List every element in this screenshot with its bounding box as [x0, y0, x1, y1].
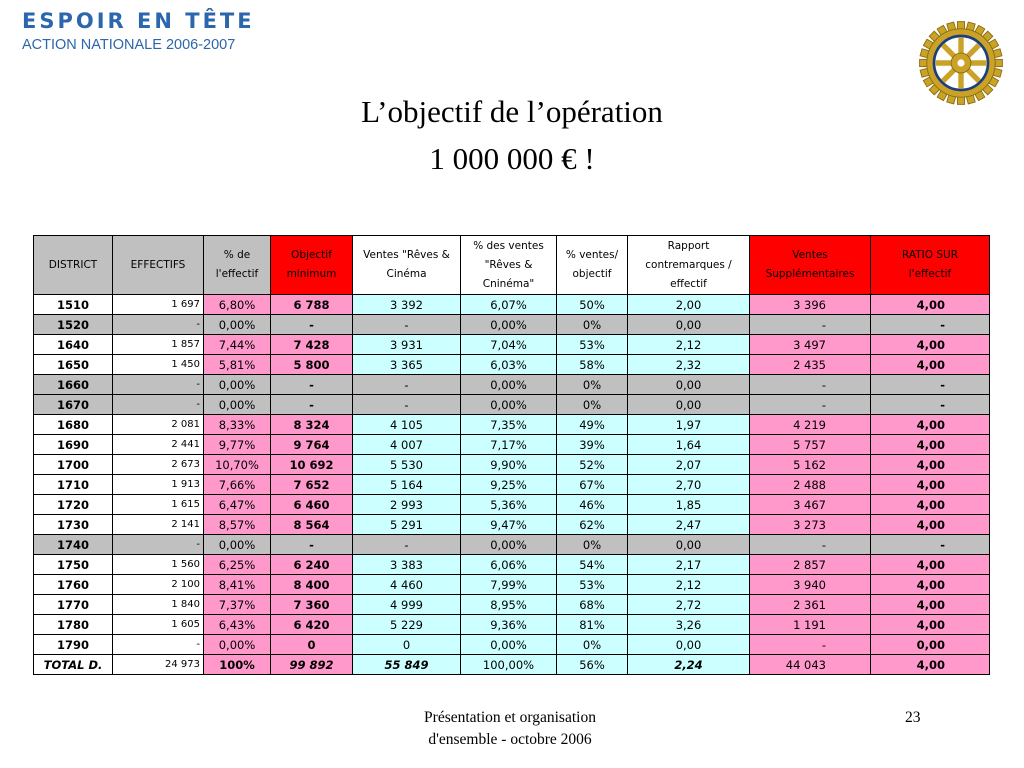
cell-pct-ventes: 9,25% — [461, 475, 557, 495]
header-ratio: RATIO SUR l'effectif — [871, 236, 990, 295]
cell-ratio: - — [871, 315, 990, 335]
cell-objectif: 6 788 — [271, 295, 353, 315]
cell-ratio: 4,00 — [871, 615, 990, 635]
cell-effectifs: - — [113, 535, 204, 555]
cell-district: 1790 — [34, 635, 113, 655]
cell-rapport: 2,12 — [628, 575, 750, 595]
cell-ventes-objectif: 0% — [557, 375, 628, 395]
cell-objectif: - — [271, 315, 353, 335]
cell-pct-effectif: 9,77% — [204, 435, 271, 455]
cell-pct-ventes: 9,47% — [461, 515, 557, 535]
cell-objectif: 6 420 — [271, 615, 353, 635]
cell-ventes: 3 383 — [353, 555, 461, 575]
cell-pct-ventes: 9,36% — [461, 615, 557, 635]
cell-pct-ventes: 6,06% — [461, 555, 557, 575]
cell-effectifs: 2 100 — [113, 575, 204, 595]
brand-subtitle: ACTION NATIONALE 2006-2007 — [22, 37, 236, 53]
cell-pct-ventes: 0,00% — [461, 395, 557, 415]
cell-ventes-objectif: 68% — [557, 595, 628, 615]
cell-ventes-supp: 3 396 — [750, 295, 871, 315]
cell-pct-ventes: 7,35% — [461, 415, 557, 435]
cell-rapport: 0,00 — [628, 635, 750, 655]
cell-pct-ventes: 9,90% — [461, 455, 557, 475]
cell-pct-effectif: 100% — [204, 655, 271, 675]
header-effectifs: EFFECTIFS — [113, 236, 204, 295]
cell-ventes-supp: - — [750, 315, 871, 335]
cell-ventes-supp: - — [750, 375, 871, 395]
title-line-1: L’objectif de l’opération — [361, 94, 663, 129]
footer-line-1: Présentation et organisation — [424, 709, 596, 726]
cell-pct-ventes: 100,00% — [461, 655, 557, 675]
cell-ventes-objectif: 50% — [557, 295, 628, 315]
cell-objectif: 5 800 — [271, 355, 353, 375]
cell-objectif: - — [271, 535, 353, 555]
cell-district: 1750 — [34, 555, 113, 575]
cell-ventes-supp: 44 043 — [750, 655, 871, 675]
cell-ventes-supp: 2 857 — [750, 555, 871, 575]
footer-line-2: d'ensemble - octobre 2006 — [428, 731, 592, 748]
cell-ventes: 3 392 — [353, 295, 461, 315]
table-row — [34, 515, 990, 535]
cell-ventes-objectif: 0% — [557, 535, 628, 555]
table-row — [34, 615, 990, 635]
cell-objectif: 0 — [271, 635, 353, 655]
table-total-row — [34, 655, 990, 675]
cell-pct-effectif: 7,44% — [204, 335, 271, 355]
cell-effectifs: 1 840 — [113, 595, 204, 615]
cell-effectifs: 2 441 — [113, 435, 204, 455]
header-rapport: Rapport contremarques / effectif — [628, 236, 750, 295]
cell-ventes: 5 530 — [353, 455, 461, 475]
cell-rapport: 2,07 — [628, 455, 750, 475]
cell-ventes-objectif: 58% — [557, 355, 628, 375]
cell-rapport: 0,00 — [628, 375, 750, 395]
table-row — [34, 635, 990, 655]
cell-ratio: - — [871, 395, 990, 415]
cell-district: 1740 — [34, 535, 113, 555]
cell-ventes-objectif: 0% — [557, 395, 628, 415]
cell-objectif: - — [271, 395, 353, 415]
cell-rapport: 2,17 — [628, 555, 750, 575]
cell-pct-effectif: 7,37% — [204, 595, 271, 615]
cell-ventes-supp: 3 273 — [750, 515, 871, 535]
table-row — [34, 295, 990, 315]
table-row — [34, 375, 990, 395]
cell-ventes: - — [353, 395, 461, 415]
table-row — [34, 395, 990, 415]
cell-pct-ventes: 0,00% — [461, 315, 557, 335]
table-row — [34, 415, 990, 435]
table-row — [34, 595, 990, 615]
cell-ventes-supp: 3 497 — [750, 335, 871, 355]
cell-effectifs: 1 857 — [113, 335, 204, 355]
cell-rapport: 2,32 — [628, 355, 750, 375]
cell-ventes-supp: 3 467 — [750, 495, 871, 515]
cell-pct-ventes: 0,00% — [461, 375, 557, 395]
table-row — [34, 475, 990, 495]
cell-ventes: 5 229 — [353, 615, 461, 635]
table-row — [34, 335, 990, 355]
cell-ventes-objectif: 39% — [557, 435, 628, 455]
cell-ventes-objectif: 62% — [557, 515, 628, 535]
header-ventes-objectif: % ventes/ objectif — [557, 236, 628, 295]
cell-ventes: - — [353, 535, 461, 555]
cell-effectifs: 1 615 — [113, 495, 204, 515]
cell-district: 1720 — [34, 495, 113, 515]
cell-ventes-objectif: 0% — [557, 635, 628, 655]
table-header-row — [34, 236, 990, 295]
cell-ventes: 4 105 — [353, 415, 461, 435]
cell-ratio: - — [871, 535, 990, 555]
cell-ventes-supp: - — [750, 635, 871, 655]
cell-pct-ventes: 7,04% — [461, 335, 557, 355]
cell-pct-ventes: 0,00% — [461, 635, 557, 655]
cell-rapport: 0,00 — [628, 395, 750, 415]
cell-district: 1680 — [34, 415, 113, 435]
table-row — [34, 315, 990, 335]
cell-objectif: 7 428 — [271, 335, 353, 355]
cell-ventes-objectif: 53% — [557, 575, 628, 595]
cell-ratio: 4,00 — [871, 575, 990, 595]
table-row — [34, 455, 990, 475]
cell-district: 1760 — [34, 575, 113, 595]
cell-effectifs: 1 605 — [113, 615, 204, 635]
cell-effectifs: - — [113, 315, 204, 335]
cell-objectif: 8 564 — [271, 515, 353, 535]
cell-ventes: - — [353, 375, 461, 395]
cell-ventes-supp: 2 361 — [750, 595, 871, 615]
cell-ventes-supp: 5 162 — [750, 455, 871, 475]
cell-district: 1640 — [34, 335, 113, 355]
cell-effectifs: 1 697 — [113, 295, 204, 315]
cell-objectif: - — [271, 375, 353, 395]
cell-rapport: 2,12 — [628, 335, 750, 355]
header-district: DISTRICT — [34, 236, 113, 295]
cell-ventes-objectif: 54% — [557, 555, 628, 575]
cell-objectif: 6 240 — [271, 555, 353, 575]
cell-ventes-supp: 1 191 — [750, 615, 871, 635]
cell-district: 1710 — [34, 475, 113, 495]
cell-ratio: 4,00 — [871, 355, 990, 375]
cell-pct-effectif: 6,47% — [204, 495, 271, 515]
cell-pct-effectif: 5,81% — [204, 355, 271, 375]
cell-objectif: 99 892 — [271, 655, 353, 675]
cell-effectifs: 1 560 — [113, 555, 204, 575]
cell-objectif: 8 400 — [271, 575, 353, 595]
cell-ratio: 4,00 — [871, 435, 990, 455]
cell-rapport: 2,70 — [628, 475, 750, 495]
footer-caption — [390, 707, 630, 751]
cell-effectifs: - — [113, 395, 204, 415]
cell-ventes-objectif: 49% — [557, 415, 628, 435]
cell-ventes: 5 291 — [353, 515, 461, 535]
cell-pct-effectif: 6,25% — [204, 555, 271, 575]
cell-ventes-objectif: 81% — [557, 615, 628, 635]
header-ventes: Ventes "Rêves & Cinéma — [353, 236, 461, 295]
cell-ventes-supp: 3 940 — [750, 575, 871, 595]
cell-objectif: 10 692 — [271, 455, 353, 475]
cell-ventes: 2 993 — [353, 495, 461, 515]
cell-rapport: 1,97 — [628, 415, 750, 435]
header-pct-ventes: % des ventes "Rêves & Cniném​a" — [461, 236, 557, 295]
cell-pct-effectif: 0,00% — [204, 375, 271, 395]
cell-objectif: 6 460 — [271, 495, 353, 515]
cell-ventes-objectif: 53% — [557, 335, 628, 355]
header-pct-effectif: % de l'effectif — [204, 236, 271, 295]
cell-ventes-objectif: 56% — [557, 655, 628, 675]
cell-district: 1730 — [34, 515, 113, 535]
cell-ratio: 4,00 — [871, 475, 990, 495]
cell-pct-effectif: 8,33% — [204, 415, 271, 435]
table-row — [34, 555, 990, 575]
cell-pct-ventes: 5,36% — [461, 495, 557, 515]
brand-title: ESPOIR EN TÊTE — [22, 9, 255, 33]
cell-pct-effectif: 10,70% — [204, 455, 271, 475]
cell-pct-ventes: 7,17% — [461, 435, 557, 455]
cell-pct-effectif: 6,80% — [204, 295, 271, 315]
cell-ratio: 4,00 — [871, 455, 990, 475]
cell-district: 1770 — [34, 595, 113, 615]
cell-district: 1510 — [34, 295, 113, 315]
table-row — [34, 535, 990, 555]
cell-pct-ventes: 6,03% — [461, 355, 557, 375]
cell-district: 1780 — [34, 615, 113, 635]
cell-pct-effectif: 8,57% — [204, 515, 271, 535]
cell-rapport: 2,24 — [628, 655, 750, 675]
cell-rapport: 2,47 — [628, 515, 750, 535]
cell-ventes-supp: 2 435 — [750, 355, 871, 375]
cell-objectif: 7 360 — [271, 595, 353, 615]
cell-ratio: 4,00 — [871, 495, 990, 515]
header-objectif: Objectif minimum — [271, 236, 353, 295]
header-ventes-supp: Ventes Supplémentaires — [750, 236, 871, 295]
cell-objectif: 8 324 — [271, 415, 353, 435]
table-row — [34, 575, 990, 595]
cell-pct-ventes: 0,00% — [461, 535, 557, 555]
cell-ventes: 3 365 — [353, 355, 461, 375]
cell-ratio: 0,00 — [871, 635, 990, 655]
cell-effectifs: - — [113, 375, 204, 395]
table-row — [34, 435, 990, 455]
cell-ventes: 55 849 — [353, 655, 461, 675]
page-number: 23 — [905, 709, 921, 726]
cell-ventes-objectif: 46% — [557, 495, 628, 515]
page-title — [0, 88, 1024, 182]
cell-ventes-supp: - — [750, 395, 871, 415]
cell-effectifs: 2 141 — [113, 515, 204, 535]
cell-effectifs: 1 450 — [113, 355, 204, 375]
cell-rapport: 0,00 — [628, 315, 750, 335]
cell-ratio: 4,00 — [871, 655, 990, 675]
cell-rapport: 3,26 — [628, 615, 750, 635]
cell-effectifs: 2 081 — [113, 415, 204, 435]
cell-ventes-supp: 5 757 — [750, 435, 871, 455]
cell-ventes-objectif: 67% — [557, 475, 628, 495]
cell-pct-ventes: 7,99% — [461, 575, 557, 595]
cell-ventes-objectif: 0% — [557, 315, 628, 335]
cell-ventes-supp: - — [750, 535, 871, 555]
cell-district: 1700 — [34, 455, 113, 475]
cell-ratio: 4,00 — [871, 555, 990, 575]
cell-ventes: 4 007 — [353, 435, 461, 455]
cell-pct-effectif: 8,41% — [204, 575, 271, 595]
table-row — [34, 355, 990, 375]
title-line-2: 1 000 000 € ! — [429, 141, 595, 176]
cell-ventes-supp: 2 488 — [750, 475, 871, 495]
cell-ratio: - — [871, 375, 990, 395]
cell-pct-effectif: 0,00% — [204, 395, 271, 415]
cell-ventes: - — [353, 315, 461, 335]
cell-pct-effectif: 0,00% — [204, 635, 271, 655]
cell-objectif: 7 652 — [271, 475, 353, 495]
cell-pct-effectif: 0,00% — [204, 315, 271, 335]
cell-district: 1670 — [34, 395, 113, 415]
cell-ventes: 4 999 — [353, 595, 461, 615]
cell-ratio: 4,00 — [871, 295, 990, 315]
cell-rapport: 2,72 — [628, 595, 750, 615]
cell-pct-ventes: 8,95% — [461, 595, 557, 615]
cell-district: 1660 — [34, 375, 113, 395]
cell-ratio: 4,00 — [871, 515, 990, 535]
cell-effectifs: 1 913 — [113, 475, 204, 495]
cell-effectifs: 24 973 — [113, 655, 204, 675]
cell-rapport: 1,64 — [628, 435, 750, 455]
cell-rapport: 0,00 — [628, 535, 750, 555]
cell-pct-ventes: 6,07% — [461, 295, 557, 315]
cell-rapport: 2,00 — [628, 295, 750, 315]
cell-ventes: 3 931 — [353, 335, 461, 355]
cell-ratio: 4,00 — [871, 595, 990, 615]
cell-ratio: 4,00 — [871, 415, 990, 435]
cell-pct-effectif: 7,66% — [204, 475, 271, 495]
brand-header — [22, 8, 255, 54]
table-row — [34, 495, 990, 515]
cell-ventes: 0 — [353, 635, 461, 655]
cell-district: 1520 — [34, 315, 113, 335]
cell-effectifs: - — [113, 635, 204, 655]
cell-ratio: 4,00 — [871, 335, 990, 355]
cell-ventes: 5 164 — [353, 475, 461, 495]
cell-district: 1690 — [34, 435, 113, 455]
cell-pct-effectif: 0,00% — [204, 535, 271, 555]
district-objectives-table — [33, 235, 990, 675]
cell-objectif: 9 764 — [271, 435, 353, 455]
cell-pct-effectif: 6,43% — [204, 615, 271, 635]
cell-ventes-objectif: 52% — [557, 455, 628, 475]
cell-district: 1650 — [34, 355, 113, 375]
cell-effectifs: 2 673 — [113, 455, 204, 475]
cell-ventes-supp: 4 219 — [750, 415, 871, 435]
cell-rapport: 1,85 — [628, 495, 750, 515]
cell-district: TOTAL D. — [34, 655, 113, 675]
cell-ventes: 4 460 — [353, 575, 461, 595]
